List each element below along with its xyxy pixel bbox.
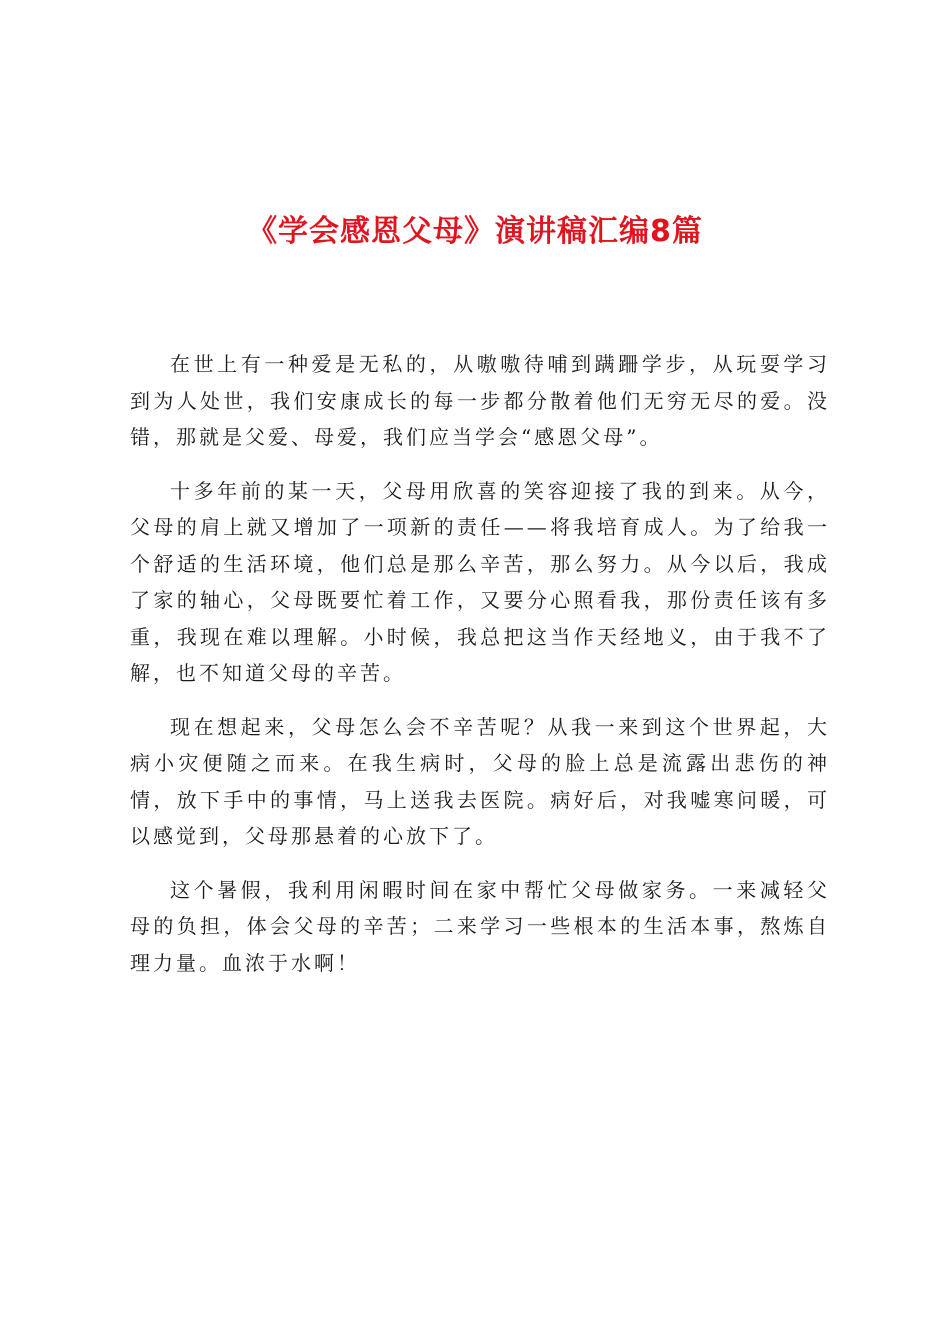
- paragraph-4: 这个暑假，我利用闲暇时间在家中帮忙父母做家务。一来减轻父母的负担，体会父母的辛苦；二来学习一些根本的生活本事，熬炼自理力量。血浓于水啊！: [130, 877, 830, 975]
- document-body: [130, 346, 830, 998]
- paragraph-3: 现在想起来，父母怎么会不辛苦呢？从我一来到这个世界起，大病小灾便随之而来。在我生病时，父母的脸上总是流露出悲伤的神情，放下手中的事情，马上送我去医院。病好后，对我嘘寒问暖，可以感觉到，父母那悬着的心放下了。: [130, 714, 830, 848]
- paragraph-2: 十多年前的某一天，父母用欣喜的笑容迎接了我的到来。从今，父母的肩上就又增加了一项新的责任——将我培育成人。为了给我一个舒适的生活环境，他们总是那么辛苦，那么努力。从今以后，我成了家的轴心，父母既要忙着工作，又要分心照看我，那份责任该有多重，我现在难以理解。小时候，我总把这当作天经地义，由于我不了解，也不知道父母的辛苦。: [130, 478, 830, 685]
- paragraph-1: 在世上有一种爱是无私的，从嗷嗷待哺到蹒跚学步，从玩耍学习到为人处世，我们安康成长的每一步都分散着他们无穷无尽的爱。没错，那就是父爱、母爱，我们应当学会“感恩父母”。: [130, 352, 830, 449]
- document-title: 《学会感恩父母》演讲稿汇编8篇: [247, 214, 703, 249]
